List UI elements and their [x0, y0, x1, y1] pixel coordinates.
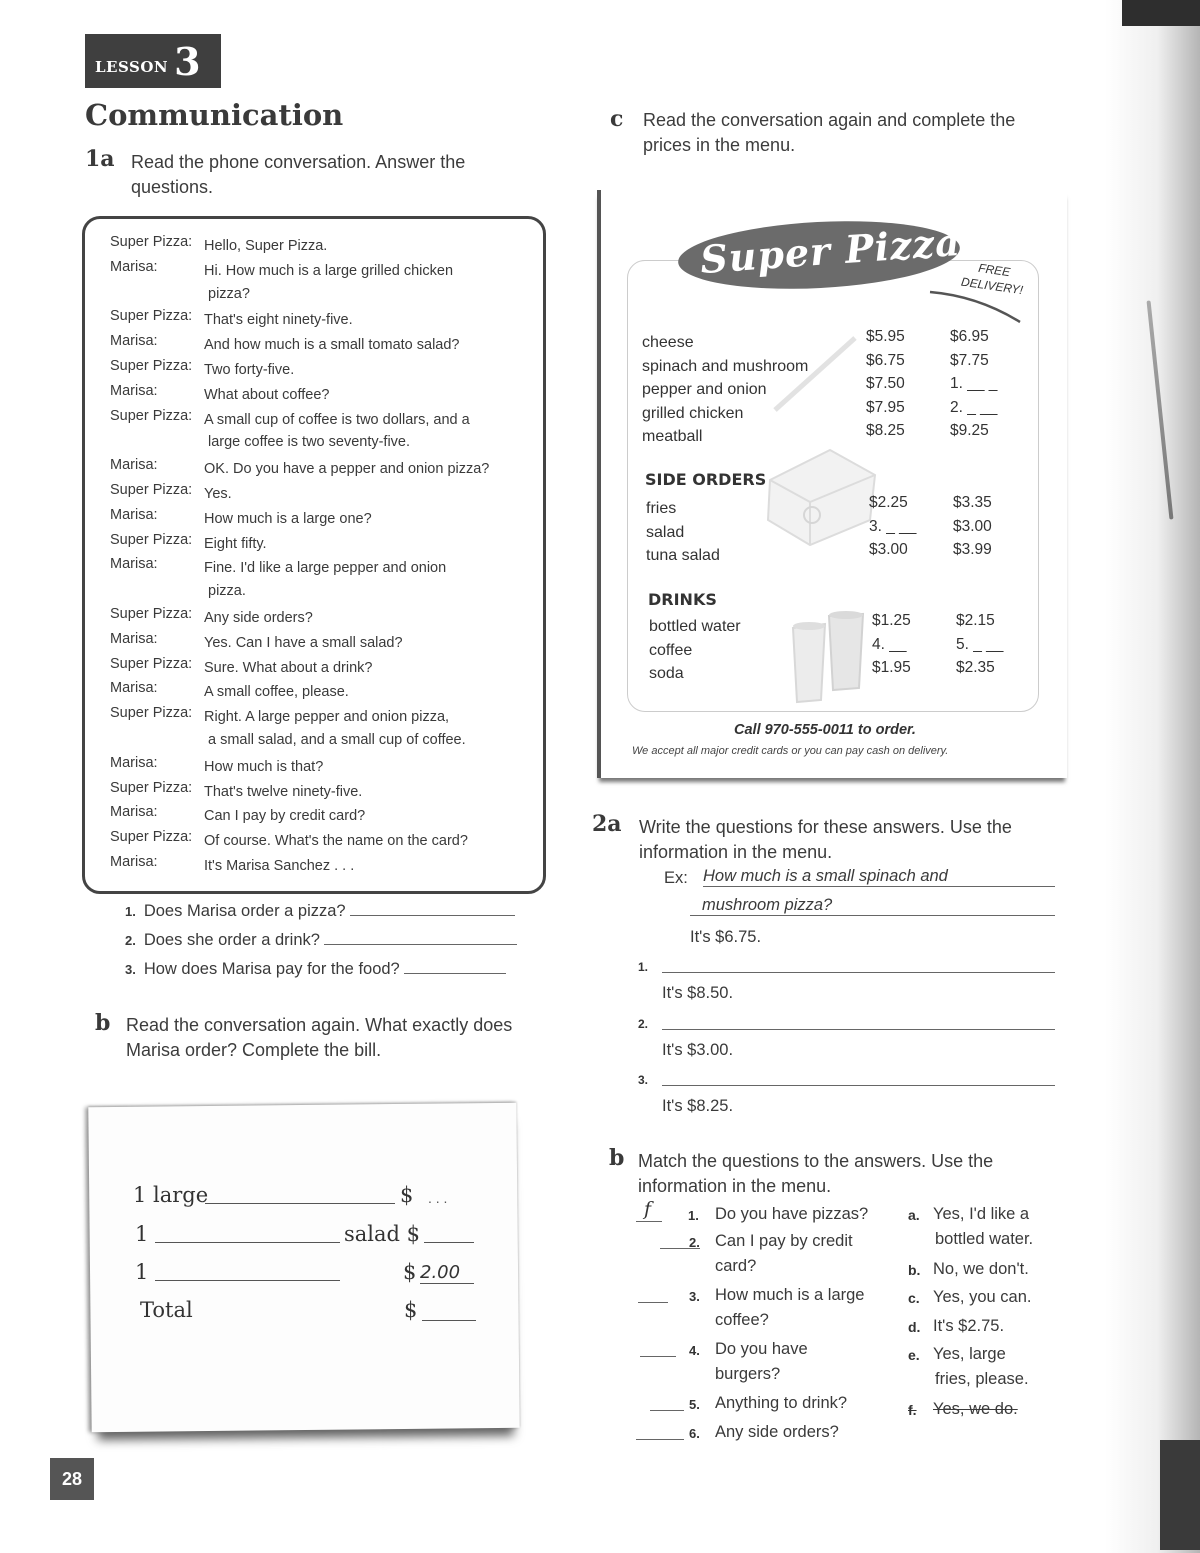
question-text-cont: burgers? — [715, 1365, 781, 1383]
question-number: 3. — [689, 1289, 700, 1304]
answer-text: No, we don't. — [933, 1260, 1029, 1278]
menu-item-name: coffee — [649, 641, 693, 659]
question-text: Does Marisa order a pizza? — [143, 902, 346, 920]
menu-item-name: tuna salad — [646, 547, 720, 564]
menu-item-price-large: $2.35 — [956, 659, 995, 676]
pizza-box-icon — [760, 440, 880, 550]
question-text: How does Marisa pay for the food? — [143, 960, 400, 978]
item-number: 1. — [638, 960, 649, 974]
exercise-1b-instruction — [126, 1013, 512, 1063]
exercise-1a-questions — [125, 902, 550, 989]
menu-item-price-large: $3.99 — [953, 541, 992, 558]
conversation-text: a small salad, and a small cup of coffee. — [208, 731, 466, 748]
answer-letter: b. — [908, 1262, 921, 1278]
answer-text: Yes, large — [933, 1345, 1006, 1363]
question-text: Do you have pizzas? — [715, 1205, 869, 1223]
answer-letter: e. — [908, 1347, 920, 1363]
speaker-label: Marisa: — [110, 258, 158, 275]
exercise-2b-instruction — [638, 1149, 993, 1199]
speaker-label: Marisa: — [110, 506, 158, 523]
menu-item-price-large: $9.25 — [950, 422, 989, 439]
speaker-label: Super Pizza: — [110, 779, 193, 796]
menu-item-price-large: 5. _ __ — [956, 635, 1004, 653]
menu-call-line: Call 970-555-0011 to order. — [734, 722, 916, 738]
question-write-line[interactable] — [662, 972, 1055, 973]
bill-total-dollar: $ — [404, 1298, 418, 1322]
lesson-tab — [85, 34, 221, 88]
speaker-label: Super Pizza: — [110, 655, 193, 672]
exercise-2a-instruction — [639, 815, 1012, 865]
speaker-label: Super Pizza: — [110, 829, 193, 846]
speaker-label: Super Pizza: — [110, 531, 193, 548]
menu-item-price-small: $7.50 — [866, 375, 905, 392]
menu-item-price-small: $2.25 — [869, 494, 908, 511]
lesson-number: 3 — [174, 38, 201, 84]
item-reply: It's $8.50. — [662, 984, 734, 1002]
conversation-text: Sure. What about a drink? — [204, 659, 373, 676]
answer-text: Yes, you can. — [933, 1288, 1032, 1306]
conversation-text: A small coffee, please. — [204, 684, 349, 701]
conversation-text: How much is that? — [204, 758, 324, 775]
conversation-text: Any side orders? — [204, 610, 313, 626]
match-blank[interactable] — [638, 1302, 668, 1303]
bill-row3-blank[interactable] — [155, 1280, 340, 1281]
question-number: 3. — [125, 962, 136, 977]
menu-item-price-large: $6.95 — [950, 328, 989, 345]
conversation-text: Of course. What's the name on the card? — [204, 833, 468, 850]
bill-row1-dollar: $ — [400, 1183, 414, 1207]
item-number: 3. — [638, 1073, 649, 1087]
speaker-label: Marisa: — [110, 680, 158, 697]
menu-item-name: grilled chicken — [642, 404, 744, 422]
question-text: Do you have — [715, 1340, 808, 1358]
conversation-lines — [82, 230, 546, 890]
bill-row2-salad: salad $ — [344, 1222, 421, 1246]
question-text: Any side orders? — [715, 1423, 839, 1441]
instruction-line: Match the questions to the answers. Use the — [638, 1151, 994, 1171]
menu-item-price-large: $3.00 — [953, 517, 992, 535]
question-text: Can I pay by credit — [715, 1232, 853, 1250]
conversation-text: Two forty-five. — [204, 362, 295, 378]
conversation-text: Right. A large pepper and onion pizza, — [204, 709, 450, 726]
bill-row1-dots: . . . — [428, 1190, 448, 1206]
menu-item-name: fries — [646, 500, 677, 517]
bill-row2-price-blank[interactable] — [424, 1242, 474, 1243]
speaker-label: Marisa: — [110, 630, 158, 647]
example-label: Ex: — [664, 869, 688, 887]
item-reply: It's $3.00. — [662, 1040, 734, 1059]
menu-item-name: salad — [646, 523, 685, 541]
conversation-text: pizza. — [208, 583, 246, 600]
answer-text: Yes, we do. — [933, 1400, 1018, 1418]
bill-total-blank[interactable] — [422, 1320, 476, 1321]
menu-logo: Super Pizza — [698, 218, 963, 283]
question-row — [125, 902, 550, 931]
menu-item-price-small: $6.75 — [866, 351, 905, 369]
speaker-label: Marisa: — [110, 333, 158, 350]
conversation-text: A small cup of coffee is two dollars, and a — [204, 411, 470, 428]
speaker-label: Super Pizza: — [110, 705, 193, 722]
bill-row3-price: 2.00 — [420, 1262, 474, 1284]
speaker-label: Marisa: — [110, 754, 158, 771]
exercise-2a-label: 2a — [592, 811, 622, 837]
side-orders-header: SIDE ORDERS — [645, 470, 767, 489]
menu-item-name: bottled water — [649, 618, 741, 635]
instruction-line: questions. — [131, 177, 214, 197]
bill-row3-label: 1 — [135, 1260, 149, 1284]
question-text-cont: card? — [715, 1257, 757, 1275]
instruction-line: Read the conversation again and complete the — [643, 110, 1016, 130]
question-row — [125, 931, 550, 960]
question-number: 1. — [125, 904, 136, 919]
page-edge-shadow — [1105, 0, 1200, 1553]
question-number: 6. — [689, 1426, 700, 1441]
page-edge-tab-bottom — [1160, 1440, 1200, 1550]
conversation-text: large coffee is two seventy-five. — [208, 434, 411, 451]
speaker-label: Super Pizza: — [110, 358, 193, 374]
example-match-mark: f — [644, 1198, 652, 1220]
menu-accept-line: We accept all major credit cards or you can pay cash on delivery. — [632, 745, 949, 757]
speaker-label: Super Pizza: — [110, 407, 193, 424]
answer-blank[interactable] — [404, 960, 506, 974]
conversation-text: That's twelve ninety-five. — [204, 783, 363, 800]
conversation-text: It's Marisa Sanchez . . . — [204, 858, 355, 874]
answer-text: It's $2.75. — [933, 1317, 1005, 1335]
answer-blank[interactable] — [350, 902, 515, 916]
answer-blank[interactable] — [324, 931, 517, 945]
instruction-line: Read the conversation again. What exactly does — [126, 1015, 513, 1035]
conversation-text: OK. Do you have a pepper and onion pizza? — [204, 461, 490, 478]
conversation-text: And how much is a small tomato salad? — [204, 337, 460, 354]
match-blank[interactable] — [650, 1410, 684, 1411]
bill-row2-label: 1 — [135, 1222, 149, 1246]
menu-item-name: spinach and mushroom — [642, 357, 809, 375]
conversation-text: That's eight ninety-five. — [204, 312, 353, 329]
instruction-line: Read the phone conversation. Answer the — [131, 152, 466, 172]
lesson-word: LESSON — [95, 58, 169, 76]
menu-item-name: meatball — [642, 428, 703, 445]
bill-row2-blank[interactable] — [155, 1242, 340, 1243]
menu-item-price-small: 3. _ __ — [869, 517, 917, 535]
item-reply: It's $8.25. — [662, 1097, 734, 1115]
answer-letter: f. — [908, 1402, 917, 1418]
menu-item-price-small: 4. __ — [872, 635, 907, 653]
match-blank[interactable] — [636, 1439, 684, 1440]
exercise-1c-label: c — [610, 106, 624, 132]
conversation-text: Yes. Can I have a small salad? — [204, 634, 403, 651]
free-text: FREE — [977, 260, 1012, 280]
exercise-1b-label: b — [95, 1010, 111, 1036]
delivery-swoosh — [928, 288, 1028, 328]
instruction-line: Write the questions for these answers. Use the — [639, 817, 1012, 837]
question-text-cont: coffee? — [715, 1311, 769, 1329]
speaker-label: Marisa: — [110, 556, 158, 573]
bill-row1-label: 1 large — [133, 1183, 209, 1207]
speaker-label: Super Pizza: — [110, 234, 193, 250]
bill-total-label: Total — [140, 1298, 193, 1322]
drink-cups-icon — [785, 608, 875, 708]
menu-item-name: pepper and onion — [642, 381, 767, 398]
match-blank[interactable] — [640, 1356, 676, 1357]
section-title: Communication — [85, 98, 344, 132]
delivery-text: DELIVERY! — [960, 274, 1024, 298]
menu-item-price-small: $1.95 — [872, 659, 911, 676]
answer-text-cont: fries, please. — [935, 1370, 1029, 1388]
conversation-text: What about coffee? — [204, 386, 330, 403]
menu-item-name: cheese — [642, 334, 694, 351]
question-number: 1. — [688, 1208, 699, 1223]
instruction-line: prices in the menu. — [643, 135, 796, 155]
menu-item-name: soda — [649, 665, 684, 682]
question-text: Anything to drink? — [715, 1394, 848, 1412]
page-number: 28 — [50, 1458, 94, 1500]
menu-item-price-small: $7.95 — [866, 398, 905, 416]
instruction-line: information in the menu. — [638, 1176, 832, 1196]
question-row — [125, 960, 550, 989]
menu-item-price-large: $3.35 — [953, 494, 992, 511]
question-number: 2. — [689, 1235, 700, 1250]
bill-row1-blank[interactable] — [205, 1203, 395, 1204]
example-answer-line1: How much is a small spinach and — [703, 867, 1055, 887]
answer-letter: c. — [908, 1290, 920, 1306]
speaker-label: Marisa: — [110, 382, 158, 399]
bill-row3-dollar: $ — [403, 1260, 417, 1284]
question-number: 2. — [125, 933, 136, 948]
speaker-label: Marisa: — [110, 457, 158, 474]
speaker-label: Marisa: — [110, 854, 158, 870]
answer-letter: d. — [908, 1319, 921, 1335]
menu-item-price-small: $3.00 — [869, 541, 908, 558]
page-edge-tab — [1122, 0, 1200, 26]
instruction-line: Marisa order? Complete the bill. — [126, 1040, 382, 1060]
speaker-label: Super Pizza: — [110, 482, 193, 498]
answer-text: Yes, I'd like a — [933, 1205, 1030, 1223]
conversation-text: Can I pay by credit card? — [204, 808, 366, 825]
speaker-label: Super Pizza: — [110, 606, 193, 622]
exercise-1c-instruction — [643, 108, 1015, 158]
example-reply: It's $6.75. — [690, 928, 762, 946]
menu-item-price-large: 1. __ _ — [950, 375, 998, 392]
menu-item-price-large: $7.75 — [950, 351, 989, 369]
conversation-text: How much is a large one? — [204, 510, 372, 527]
conversation-text: Eight fifty. — [204, 535, 267, 552]
question-number: 4. — [689, 1343, 700, 1358]
menu-item-price-small: $8.25 — [866, 422, 905, 439]
item-number: 2. — [638, 1016, 649, 1031]
conversation-text: Fine. I'd like a large pepper and onion — [204, 560, 447, 577]
example-answer-line2: mushroom pizza? — [690, 896, 1055, 916]
question-text: Does she order a drink? — [143, 931, 320, 949]
answer-letter: a. — [908, 1207, 920, 1223]
speaker-label: Marisa: — [110, 804, 158, 821]
answer-text-cont: bottled water. — [935, 1230, 1034, 1248]
drinks-header: DRINKS — [648, 590, 717, 609]
exercise-2b-label: b — [609, 1145, 625, 1171]
menu-item-price-large: 2. _ __ — [950, 398, 998, 416]
conversation-text: Hello, Super Pizza. — [204, 238, 328, 254]
speaker-label: Super Pizza: — [110, 308, 193, 325]
instruction-line: information in the menu. — [639, 842, 833, 862]
question-text: How much is a large — [715, 1286, 865, 1304]
exercise-1a-instruction — [131, 150, 465, 200]
menu-item-price-large: $2.15 — [956, 612, 995, 629]
question-write-line[interactable] — [662, 1029, 1055, 1030]
menu-item-price-small: $5.95 — [866, 328, 905, 345]
conversation-text: Yes. — [204, 486, 232, 502]
conversation-text: pizza? — [208, 285, 250, 302]
example-answer-blank — [636, 1221, 662, 1222]
conversation-text: Hi. How much is a large grilled chicken — [204, 262, 454, 279]
question-number: 5. — [689, 1397, 700, 1412]
exercise-1a-label: 1a — [85, 146, 115, 172]
question-write-line[interactable] — [662, 1085, 1055, 1086]
menu-item-price-small: $1.25 — [872, 612, 911, 629]
